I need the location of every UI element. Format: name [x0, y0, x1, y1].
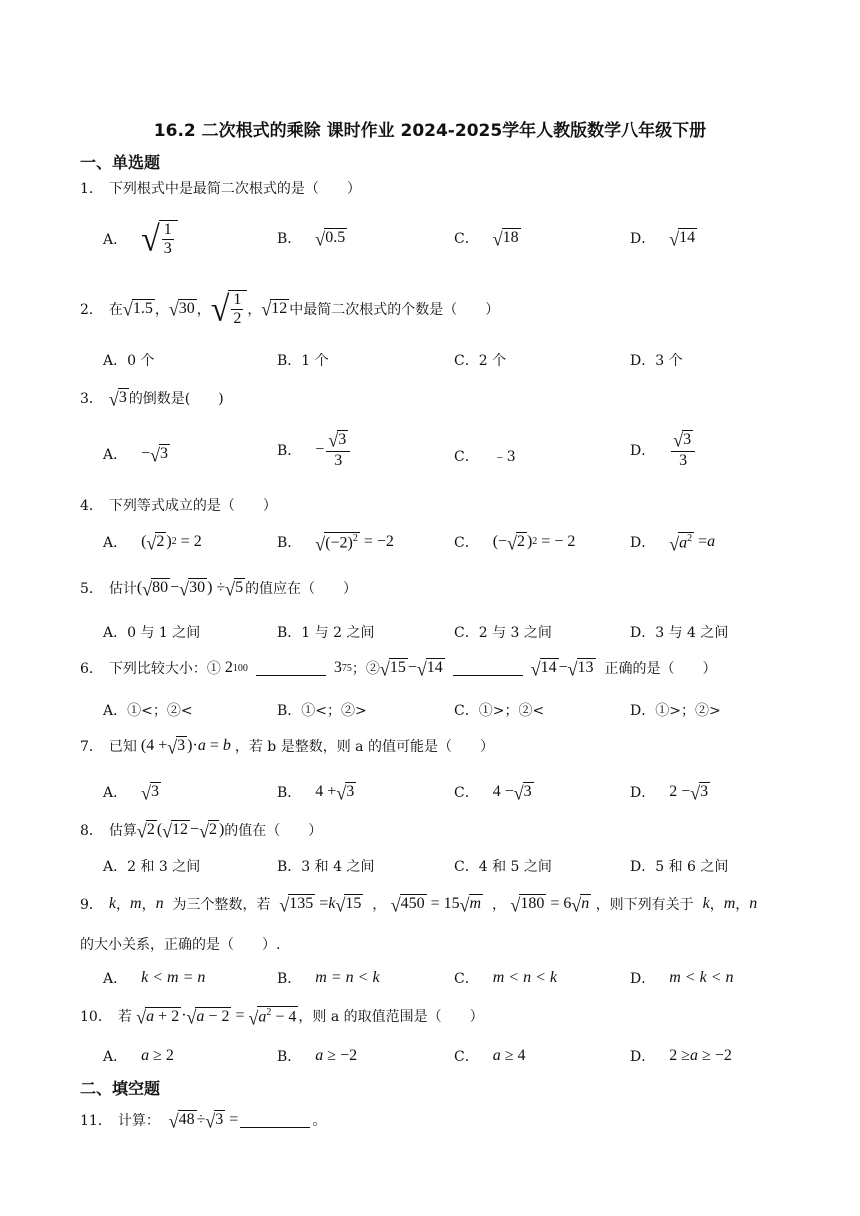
option-10d: D． 2 ≥ a ≥ −2 [630, 1047, 732, 1065]
option-3b: B． − √ 3 3 [277, 430, 352, 470]
option-10a: A． a ≥ 2 [103, 1047, 174, 1065]
page-title: 16.2 二次根式的乘除 课时作业 2024-2025学年人教版数学八年级下册 [153, 121, 707, 141]
option-7c: C． 4 − √ 3 [454, 782, 532, 804]
question-10: 10． 若 √ a + 2 · √ a − 2 = √ $a^2 - 4$ ，则 a 的取值范围是（ ） [80, 1006, 484, 1029]
option-2c: C．2 个 [454, 353, 507, 369]
question-11: 11． 计算： √ 48 ÷ √ 3 = 。 [80, 1110, 327, 1132]
option-8d: D．5 和 6 之间 [630, 859, 729, 875]
option-5d: D．3 与 4 之间 [630, 625, 729, 641]
option-9c: C． m < n < k [454, 969, 557, 987]
option-1d: D． √ 14 [630, 228, 696, 250]
option-3c: C． ﹣3 [454, 449, 516, 465]
option-4d: D． √ $a^2$ = a [630, 533, 716, 555]
option-3d: D． √ 3 3 [630, 430, 697, 470]
option-9d: D． m < k < n [630, 969, 734, 987]
question-6: 6． 下列比较大小：① 2 100 3 75 ；② √ 15 − √ 14 √ 14 − √ 13 正确的是（ ） [80, 658, 717, 680]
question-8: 8． 估算 √ 2 ( √ 12 − √ 2 ) 的值在（ ） [80, 820, 323, 842]
option-1b: B． √ 0.5 [277, 228, 346, 250]
option-9a: A． k < m = n [103, 969, 206, 987]
option-10b: B． a ≥ −2 [277, 1047, 358, 1065]
option-7a: A． √ 3 [103, 782, 160, 804]
option-2a: A．0 个 [103, 353, 155, 369]
option-8a: A．2 和 3 之间 [103, 859, 201, 875]
question-2: 2． 在 √ 1.5 ， √ 30 ， √ $\frac{1}{2}$ ， √ 12 中最简二次根式的个数是（ ） [80, 290, 500, 330]
option-2d: D．3 个 [630, 353, 683, 369]
option-6b: B．①<；②> [277, 703, 367, 719]
option-8b: B．3 和 4 之间 [277, 859, 375, 875]
option-1c: C． √ 18 [454, 228, 519, 250]
option-6d: D．①>；②> [630, 703, 721, 719]
option-4c: C． (− √ 2 ) 2 = − 2 [454, 532, 576, 554]
option-8c: C．4 和 5 之间 [454, 859, 552, 875]
question-3: 3． √ 3 的倒数是( ) [80, 388, 224, 410]
section-fill-in-blank: 二、填空题 [80, 1079, 161, 1098]
question-1: 1． 下列根式中是最简二次根式的是（ ） [80, 178, 361, 198]
option-6c: C．①>；②< [454, 703, 545, 719]
question-1-stem: 下列根式中是最简二次根式的是（ ） [108, 181, 361, 197]
option-10c: C． a ≥ 4 [454, 1047, 526, 1065]
option-3a: A． − √ 3 [103, 444, 169, 466]
option-5c: C．2 与 3 之间 [454, 625, 552, 641]
option-5a: A．0 与 1 之间 [103, 625, 201, 641]
option-4b: B． √ $(-2)^2$ = −2 [277, 533, 394, 555]
option-6a: A．①<；②< [103, 703, 193, 719]
question-4: 4． 下列等式成立的是（ ） [80, 498, 277, 514]
option-1a: A． √ $\frac{1}{3}$ [103, 220, 178, 257]
option-4a: A． ( √ 2 ) 2 = 2 [103, 532, 202, 554]
option-5b: B．1 与 2 之间 [277, 625, 375, 641]
option-7d: D． 2 − √ 3 [630, 782, 709, 804]
option-2b: B．1 个 [277, 353, 329, 369]
question-9-line2: 的大小关系，正确的是（ ）. [80, 937, 281, 953]
question-7: 7． 已知 (4 + √ 3 )· a = b ，若 b 是整数，则 a 的值可能是（ ） [80, 736, 494, 758]
option-9b: B． m = n < k [277, 969, 380, 987]
section-single-choice: 一、单选题 [80, 153, 161, 172]
option-7b: B． 4 + √ 3 [277, 782, 355, 804]
question-5: 5． 估计 ( √ 80 − √ 30 ) ÷ √ 5 的值应在（ ） [80, 578, 358, 600]
question-9: 9． k ， m ， n 为三个整数，若 √ 135 = k √ 15 ， √ 450 = 15 √ m ， √ 180 = 6 √ n ，则下列有关于 k ， m ， n [80, 894, 758, 916]
